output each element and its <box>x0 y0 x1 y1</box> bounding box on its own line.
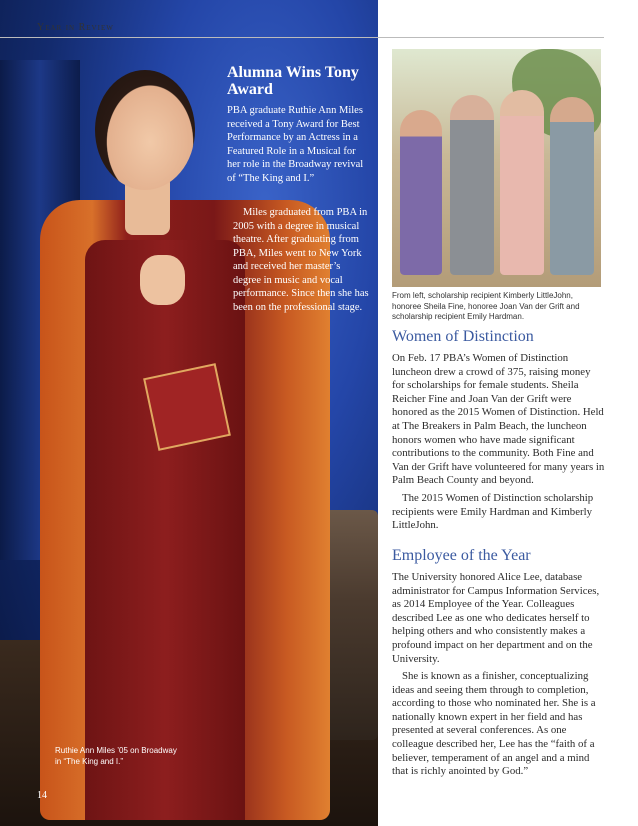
performer-photo-caption: Ruthie Ann Miles ’05 on Broadway in “The King and I.” <box>55 746 177 766</box>
alumna-headline: Alumna Wins Tony Award <box>227 64 359 98</box>
person-3 <box>500 90 544 275</box>
person-4 <box>550 97 594 275</box>
page-number: 14 <box>37 790 47 801</box>
person-1 <box>400 110 442 275</box>
employee-paragraph-2: She is known as a finisher, conceptualizing ideas and seeing them through to completion, according to those who nominated her. She is a nationally known expert in her field and has presented at several conferences. As one colleague described her, Lee has the “faith of a believer, temperament of an angel and a mind that is richly anointed by God.” <box>392 670 596 778</box>
person-2 <box>450 95 494 275</box>
women-paragraph-2: The 2015 Women of Distinction scholarship recipients were Emily Hardman and Kimberly LittleJohn. <box>392 492 594 532</box>
header-rule <box>0 37 604 38</box>
section-label: Year in Review <box>37 22 114 33</box>
honorees-photo <box>392 49 601 287</box>
honorees-photo-caption: From left, scholarship recipient Kimberly LittleJohn, honoree Sheila Fine, honoree Joan Van der Grift and scholarship recipient Emily Hardman. <box>392 291 580 321</box>
alumna-paragraph-2: Miles graduated from PBA in 2005 with a degree in musical theatre. After graduating from PBA, Miles went to New York and received her master’s degree in music and vocal performance. Since then she has been on the professional stage. <box>233 207 369 313</box>
women-paragraph-1: On Feb. 17 PBA’s Women of Distinction luncheon drew a crowd of 375, raising money for scholarships for female students. Sheila Reicher Fine and Joan Van der Grift were honored as the 2015 Women of Distinction. Held at The Breakers in Palm Beach, the luncheon honors women who have made significant contributions to the community. Both Fine and Van der Grift have volunteered for many years in Palm Beach County and beyond. <box>392 352 605 487</box>
alumna-paragraph-1: PBA graduate Ruthie Ann Miles received a Tony Award for Best Performance by an Actress in a Featured Role in a Musical for her role in the Broadway revival of “The King and I.” <box>227 105 364 184</box>
employee-paragraph-1: The University honored Alice Lee, database administrator for Campus Information Services, as 2014 Employee of the Year. Colleagues described Lee as one who dedicates herself to helping others and who consistently makes a profound impact on her department and on the University. <box>392 571 600 665</box>
employee-of-year-heading: Employee of the Year <box>392 547 531 564</box>
women-of-distinction-heading: Women of Distinction <box>392 328 534 345</box>
